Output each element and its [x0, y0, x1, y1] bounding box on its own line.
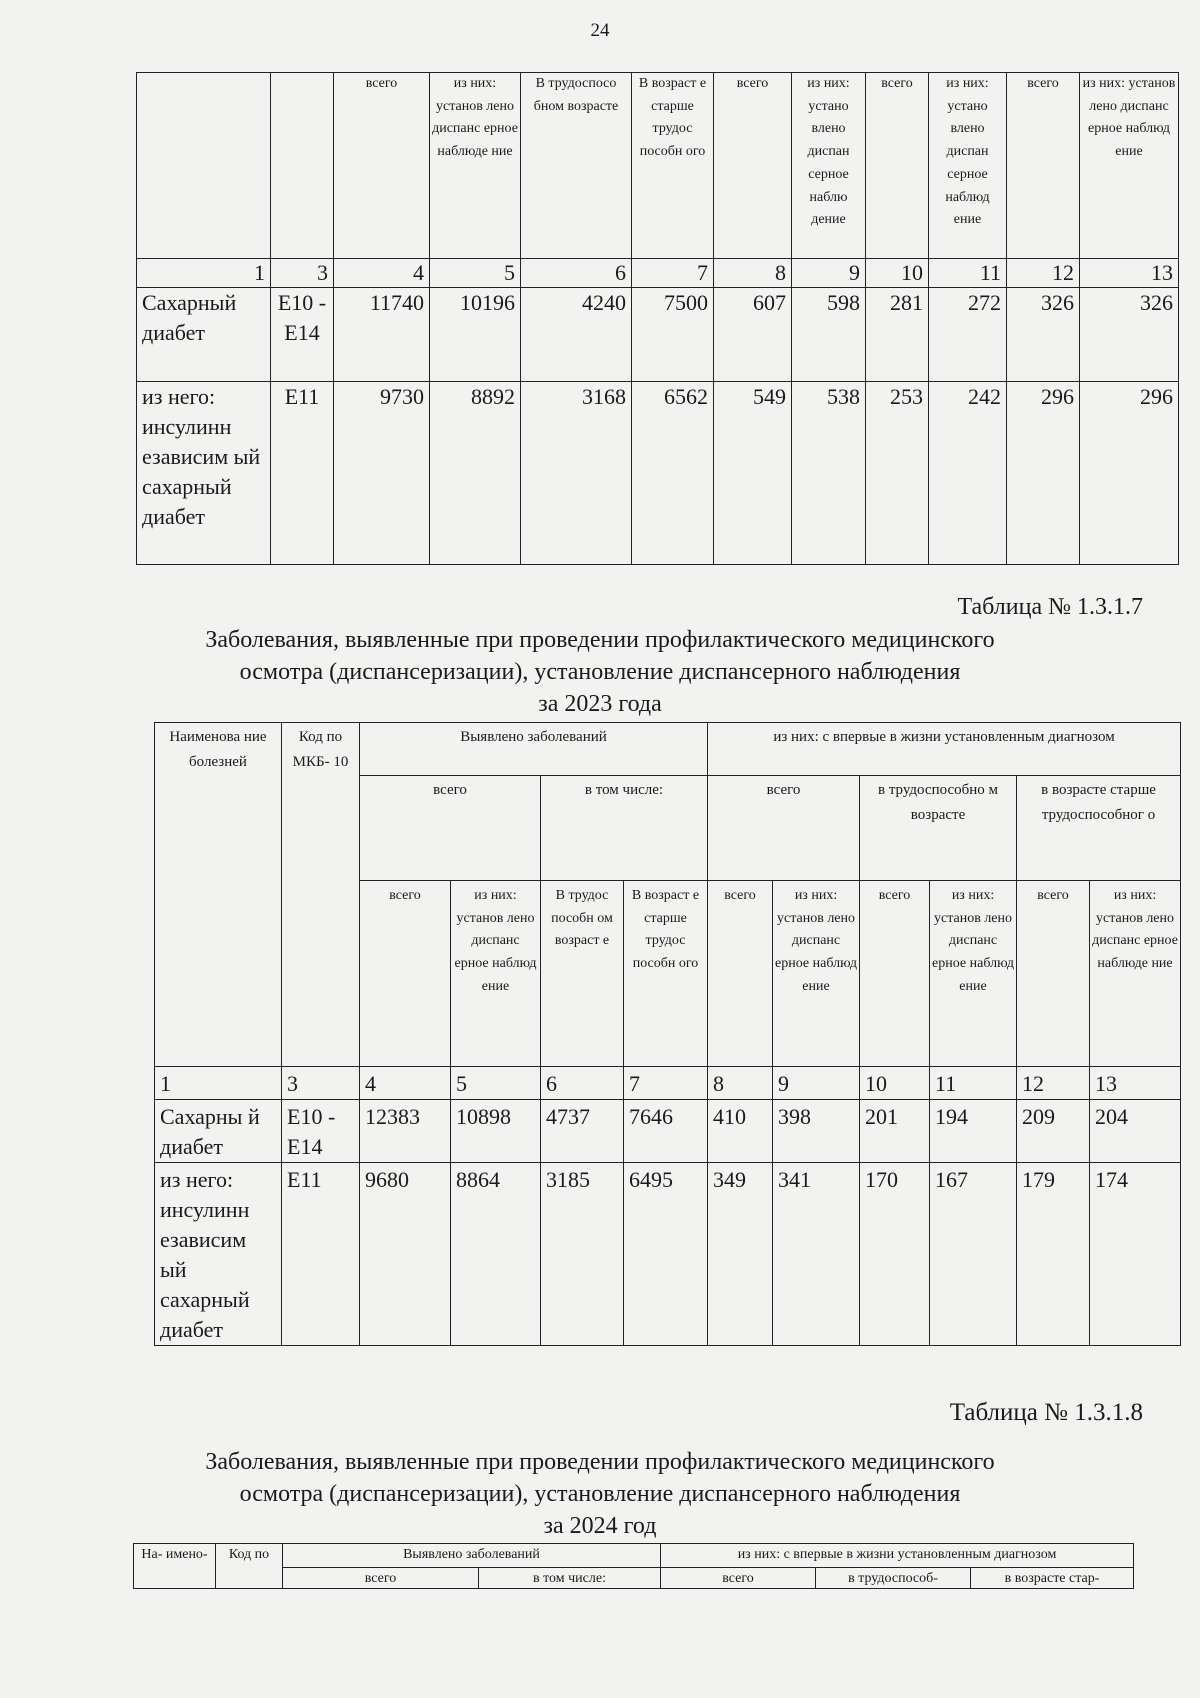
value-cell: 538	[792, 382, 866, 565]
icd-code-cell: E11	[282, 1163, 360, 1346]
disease-name-cell: из него: инсулинн езависим ый сахарный диабет	[137, 382, 271, 565]
header-detected: Выявлено заболеваний	[283, 1544, 661, 1568]
header-cell: всего	[714, 73, 792, 259]
table-2-title	[120, 624, 1080, 720]
value-cell: 598	[792, 288, 866, 382]
header-cell: из них: установ лено диспанс ерное наблюд ение	[1080, 73, 1179, 259]
value-cell: 8864	[451, 1163, 541, 1346]
value-cell: 7500	[632, 288, 714, 382]
column-number: 8	[714, 259, 792, 288]
value-cell: 194	[930, 1100, 1017, 1163]
title-line: за 2023 года	[538, 691, 662, 717]
header-cell: В возраст е старше трудос пособн ого	[632, 73, 714, 259]
header-cell: В трудоспосо бном возрасте	[521, 73, 632, 259]
table-1-continuation	[136, 72, 1179, 565]
column-number-row	[137, 259, 1179, 288]
column-number-row	[155, 1067, 1181, 1100]
column-number: 12	[1007, 259, 1080, 288]
table-header-row	[155, 723, 1181, 776]
subheader-cell: всего	[860, 881, 930, 1067]
column-number: 4	[360, 1067, 451, 1100]
column-number: 6	[541, 1067, 624, 1100]
subheader-cell: из них: установ лено диспанс ерное наблюд ение	[930, 881, 1017, 1067]
value-cell: 281	[866, 288, 929, 382]
value-cell: 6562	[632, 382, 714, 565]
value-cell: 209	[1017, 1100, 1090, 1163]
column-number: 10	[866, 259, 929, 288]
table-header-row	[134, 1568, 1134, 1589]
value-cell: 296	[1007, 382, 1080, 565]
table-3-caption: Таблица № 1.3.1.8	[949, 1399, 1143, 1426]
table-3-title	[120, 1446, 1080, 1542]
header-cell: всего	[1007, 73, 1080, 259]
icd-code-cell: E11	[271, 382, 334, 565]
header-over-working-age: в возрасте старше трудоспособног о	[1017, 776, 1181, 881]
column-number: 3	[271, 259, 334, 288]
table-row	[155, 1163, 1181, 1346]
header-icd-code: Код по	[216, 1544, 283, 1589]
column-number: 13	[1090, 1067, 1181, 1100]
header-cell: всего	[866, 73, 929, 259]
icd-code-cell: E10 - E14	[282, 1100, 360, 1163]
subheader-cell: из них: установ лено диспанс ерное наблюд ение	[773, 881, 860, 1067]
subheader-cell: всего	[708, 881, 773, 1067]
value-cell: 201	[860, 1100, 930, 1163]
value-cell: 253	[866, 382, 929, 565]
value-cell: 167	[930, 1163, 1017, 1346]
header-over-working-age: в возрасте стар-	[971, 1568, 1134, 1589]
column-number: 12	[1017, 1067, 1090, 1100]
disease-name-cell: из него: инсулинн езависим ый сахарный диабет	[155, 1163, 282, 1346]
value-cell: 4737	[541, 1100, 624, 1163]
table-2-2023	[154, 722, 1181, 1346]
disease-name-cell: Сахарный диабет	[137, 288, 271, 382]
header-cell: из них: установ лено диспанс ерное наблюде ние	[430, 73, 521, 259]
value-cell: 4240	[521, 288, 632, 382]
table-header-row	[134, 1544, 1134, 1568]
title-line: осмотра (диспансеризации), установление диспансерного наблюдения	[239, 659, 961, 685]
subheader-cell: из них: установ лено диспанс ерное наблюд ение	[451, 881, 541, 1067]
value-cell: 9680	[360, 1163, 451, 1346]
table-row	[155, 1100, 1181, 1163]
header-total-first: всего	[708, 776, 860, 881]
header-including: в том числе:	[541, 776, 708, 881]
value-cell: 179	[1017, 1163, 1090, 1346]
column-number: 5	[451, 1067, 541, 1100]
value-cell: 410	[708, 1100, 773, 1163]
column-number: 5	[430, 259, 521, 288]
header-first-time: из них: с впервые в жизни установленным диагнозом	[708, 723, 1181, 776]
header-disease-name: На- имено-	[134, 1544, 216, 1589]
header-total: всего	[283, 1568, 479, 1589]
title-line: Заболевания, выявленные при проведении профилактического медицинского	[205, 627, 995, 653]
table-2-caption: Таблица № 1.3.1.7	[957, 594, 1143, 620]
value-cell: 10898	[451, 1100, 541, 1163]
column-number: 1	[155, 1067, 282, 1100]
header-working-age: в трудоспособно м возрасте	[860, 776, 1017, 881]
header-cell	[271, 73, 334, 259]
value-cell: 549	[714, 382, 792, 565]
table-header-row	[137, 73, 1179, 259]
header-icd-code: Код по МКБ- 10	[282, 723, 360, 1067]
column-number: 8	[708, 1067, 773, 1100]
column-number: 7	[632, 259, 714, 288]
header-cell: всего	[334, 73, 430, 259]
value-cell: 398	[773, 1100, 860, 1163]
value-cell: 7646	[624, 1100, 708, 1163]
value-cell: 3168	[521, 382, 632, 565]
column-number: 11	[929, 259, 1007, 288]
value-cell: 12383	[360, 1100, 451, 1163]
header-total-first: всего	[661, 1568, 816, 1589]
header-first-time: из них: с впервые в жизни установленным диагнозом	[661, 1544, 1134, 1568]
column-number: 1	[137, 259, 271, 288]
value-cell: 349	[708, 1163, 773, 1346]
subheader-cell: из них: установ лено диспанс ерное наблюде ние	[1090, 881, 1181, 1067]
title-line: осмотра (диспансеризации), установление диспансерного наблюдения	[239, 1481, 961, 1507]
page-number: 24	[590, 20, 610, 41]
column-number: 10	[860, 1067, 930, 1100]
column-number: 9	[773, 1067, 860, 1100]
header-total: всего	[360, 776, 541, 881]
subheader-cell: В трудос пособн ом возраст е	[541, 881, 624, 1067]
title-line: за 2024 год	[543, 1513, 657, 1539]
column-number: 6	[521, 259, 632, 288]
value-cell: 341	[773, 1163, 860, 1346]
disease-name-cell: Сахарны й диабет	[155, 1100, 282, 1163]
value-cell: 9730	[334, 382, 430, 565]
subheader-cell: всего	[1017, 881, 1090, 1067]
value-cell: 8892	[430, 382, 521, 565]
column-number: 13	[1080, 259, 1179, 288]
subheader-cell: В возраст е старше трудос пособн ого	[624, 881, 708, 1067]
header-cell	[137, 73, 271, 259]
value-cell: 326	[1007, 288, 1080, 382]
value-cell: 326	[1080, 288, 1179, 382]
value-cell: 11740	[334, 288, 430, 382]
table-row	[137, 288, 1179, 382]
column-number: 9	[792, 259, 866, 288]
value-cell: 272	[929, 288, 1007, 382]
column-number: 3	[282, 1067, 360, 1100]
column-number: 7	[624, 1067, 708, 1100]
icd-code-cell: E10 - E14	[271, 288, 334, 382]
value-cell: 6495	[624, 1163, 708, 1346]
value-cell: 296	[1080, 382, 1179, 565]
header-cell: из них: устано влено диспан серное наблю дение	[792, 73, 866, 259]
header-working-age: в трудоспособ-	[816, 1568, 971, 1589]
value-cell: 242	[929, 382, 1007, 565]
title-line: Заболевания, выявленные при проведении профилактического медицинского	[205, 1449, 995, 1475]
column-number: 11	[930, 1067, 1017, 1100]
subheader-cell: всего	[360, 881, 451, 1067]
header-detected: Выявлено заболеваний	[360, 723, 708, 776]
table-3-2024	[133, 1543, 1134, 1589]
value-cell: 170	[860, 1163, 930, 1346]
header-disease-name: Наименова ние болезней	[155, 723, 282, 1067]
value-cell: 3185	[541, 1163, 624, 1346]
value-cell: 174	[1090, 1163, 1181, 1346]
header-cell: из них: устано влено диспан серное наблюд ение	[929, 73, 1007, 259]
value-cell: 607	[714, 288, 792, 382]
table-row	[137, 382, 1179, 565]
header-including: в том числе:	[479, 1568, 661, 1589]
column-number: 4	[334, 259, 430, 288]
value-cell: 10196	[430, 288, 521, 382]
value-cell: 204	[1090, 1100, 1181, 1163]
